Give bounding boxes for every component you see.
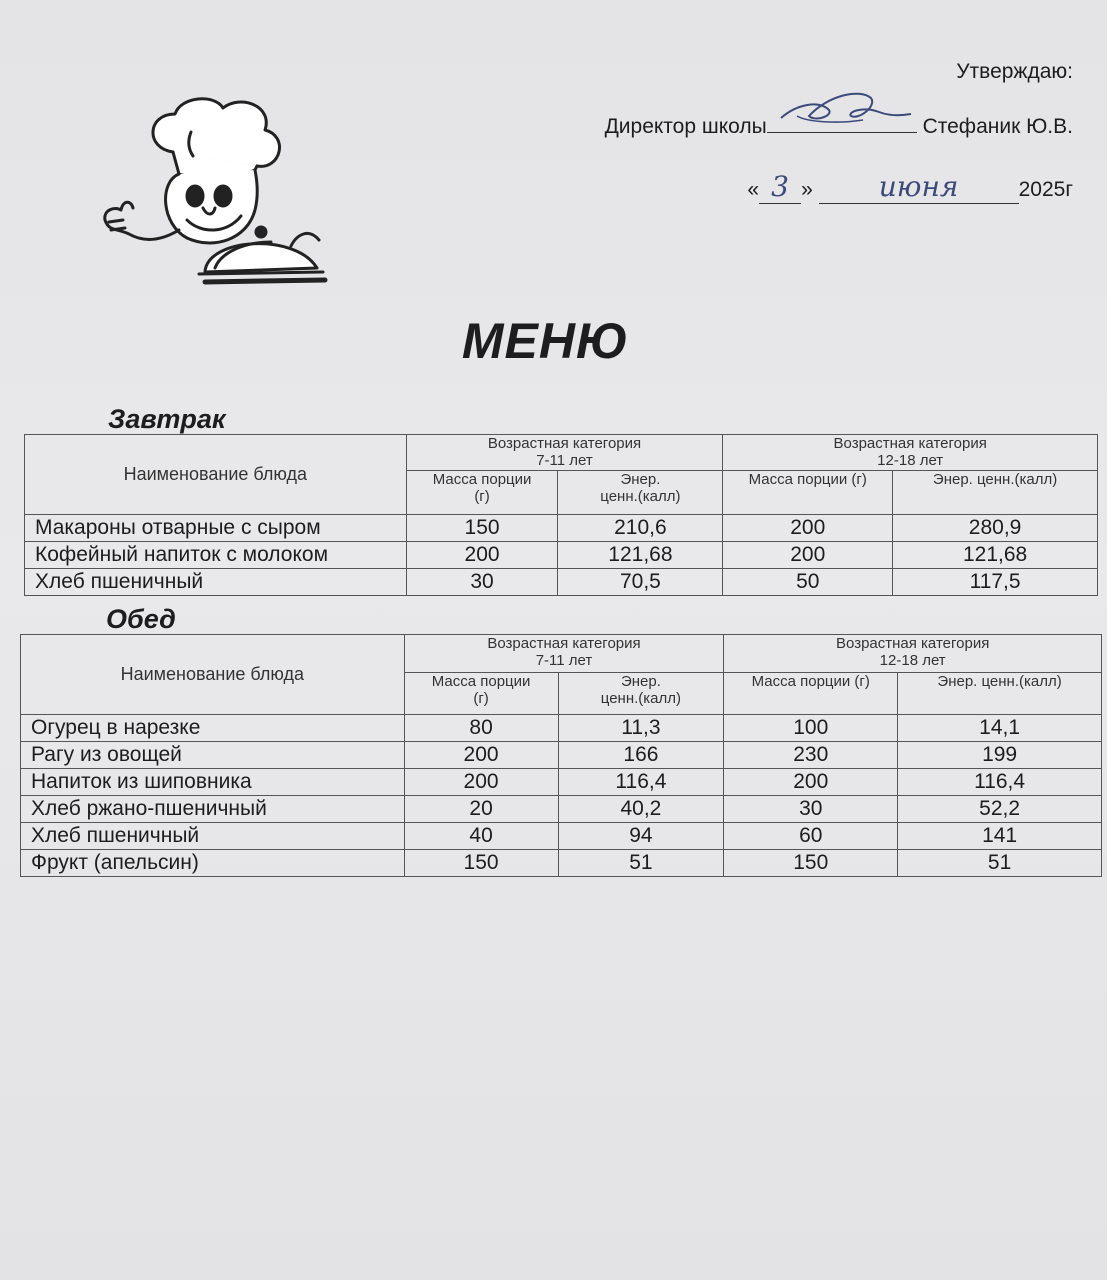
mass-12-18: 200 (724, 769, 898, 796)
energy-12-18: 52,2 (898, 796, 1102, 823)
mass-7-11: 80 (404, 715, 558, 742)
energy-7-11: 11,3 (558, 715, 724, 742)
date-day: 3 (771, 170, 789, 203)
mass-7-11: 200 (404, 742, 558, 769)
energy-7-11: 116,4 (558, 769, 724, 796)
table-row (21, 796, 1102, 823)
dish-name: Хлеб пшеничный (25, 569, 407, 596)
table-row (21, 823, 1102, 850)
mass-12-18: 200 (723, 542, 893, 569)
dish-name: Хлеб пшеничный (21, 823, 405, 850)
header-energy-12-18: Энер. ценн.(калл) (898, 673, 1102, 715)
dish-name: Напиток из шиповника (21, 769, 405, 796)
mass-7-11: 150 (406, 515, 558, 542)
mass-7-11: 200 (406, 542, 558, 569)
dish-name: Фрукт (апельсин) (21, 850, 405, 877)
table-row (25, 542, 1098, 569)
header-energy-12-18: Энер. ценн.(калл) (893, 471, 1098, 515)
breakfast-title: Завтрак (108, 404, 226, 434)
page-title: МЕНЮ (461, 313, 630, 369)
header-age-12-18: Возрастная категория 12-18 лет (723, 435, 1098, 471)
dish-name: Кофейный напиток с молоком (25, 542, 407, 569)
dish-name: Огурец в нарезке (21, 715, 405, 742)
header-mass-7-11: Масса порции (г) (406, 471, 558, 515)
energy-7-11: 40,2 (558, 796, 724, 823)
energy-12-18: 14,1 (898, 715, 1102, 742)
header-mass-12-18: Масса порции (г) (724, 673, 898, 715)
quote-close: » (801, 178, 813, 201)
mass-7-11: 150 (404, 850, 558, 877)
director-label: Директор школы (604, 115, 767, 138)
approval-block (513, 60, 1073, 220)
energy-12-18: 117,5 (893, 569, 1098, 596)
mass-7-11: 200 (404, 769, 558, 796)
dish-name: Рагу из овощей (21, 742, 405, 769)
mass-7-11: 30 (406, 569, 558, 596)
energy-12-18: 199 (898, 742, 1102, 769)
header-age-12-18: Возрастная категория 12-18 лет (724, 635, 1102, 673)
header-mass-12-18: Масса порции (г) (723, 471, 893, 515)
table-row (21, 850, 1102, 877)
quote-open: « (747, 178, 760, 201)
lunch-title: Обед (106, 604, 176, 634)
table-row (25, 515, 1098, 542)
energy-7-11: 94 (558, 823, 724, 850)
energy-12-18: 280,9 (893, 515, 1098, 542)
table-row (25, 569, 1098, 596)
mass-12-18: 230 (724, 742, 898, 769)
energy-12-18: 141 (898, 823, 1102, 850)
director-line (605, 114, 1073, 139)
mass-12-18: 150 (724, 850, 898, 877)
breakfast-table (24, 434, 1098, 596)
mass-7-11: 20 (404, 796, 558, 823)
mass-12-18: 50 (723, 569, 893, 596)
signature-icon (767, 86, 917, 136)
dish-name: Хлеб ржано-пшеничный (21, 796, 405, 823)
header-age-7-11: Возрастная категория 7-11 лет (406, 435, 723, 471)
mass-12-18: 200 (723, 515, 893, 542)
date-month: июня (878, 170, 959, 203)
header-age-7-11: Возрастная категория 7-11 лет (404, 635, 724, 673)
energy-12-18: 51 (898, 850, 1102, 877)
energy-12-18: 121,68 (893, 542, 1098, 569)
energy-7-11: 121,68 (558, 542, 723, 569)
energy-7-11: 166 (558, 742, 724, 769)
date-line (747, 170, 1073, 204)
mass-7-11: 40 (404, 823, 558, 850)
signature-line (767, 114, 917, 133)
table-row (21, 769, 1102, 796)
header-energy-7-11: Энер. ценн.(калл) (558, 673, 724, 715)
header-mass-7-11: Масса порции (г) (404, 673, 558, 715)
mass-12-18: 60 (724, 823, 898, 850)
energy-7-11: 70,5 (558, 569, 723, 596)
header-dish-name: Наименование блюда (21, 635, 405, 715)
dish-name: Макароны отварные с сыром (25, 515, 407, 542)
date-year: 2025г (1018, 178, 1073, 201)
director-name: Стефаник Ю.В. (922, 115, 1073, 138)
mass-12-18: 100 (724, 715, 898, 742)
energy-7-11: 210,6 (558, 515, 723, 542)
approval-title: Утверждаю: (956, 60, 1073, 83)
table-row (21, 742, 1102, 769)
table-row (21, 715, 1102, 742)
mass-12-18: 30 (724, 796, 898, 823)
chef-cloche-icon (95, 92, 335, 292)
energy-7-11: 51 (558, 850, 724, 877)
lunch-table (20, 634, 1102, 877)
header-dish-name: Наименование блюда (25, 435, 407, 515)
header-energy-7-11: Энер. ценн.(калл) (558, 471, 723, 515)
energy-12-18: 116,4 (898, 769, 1102, 796)
